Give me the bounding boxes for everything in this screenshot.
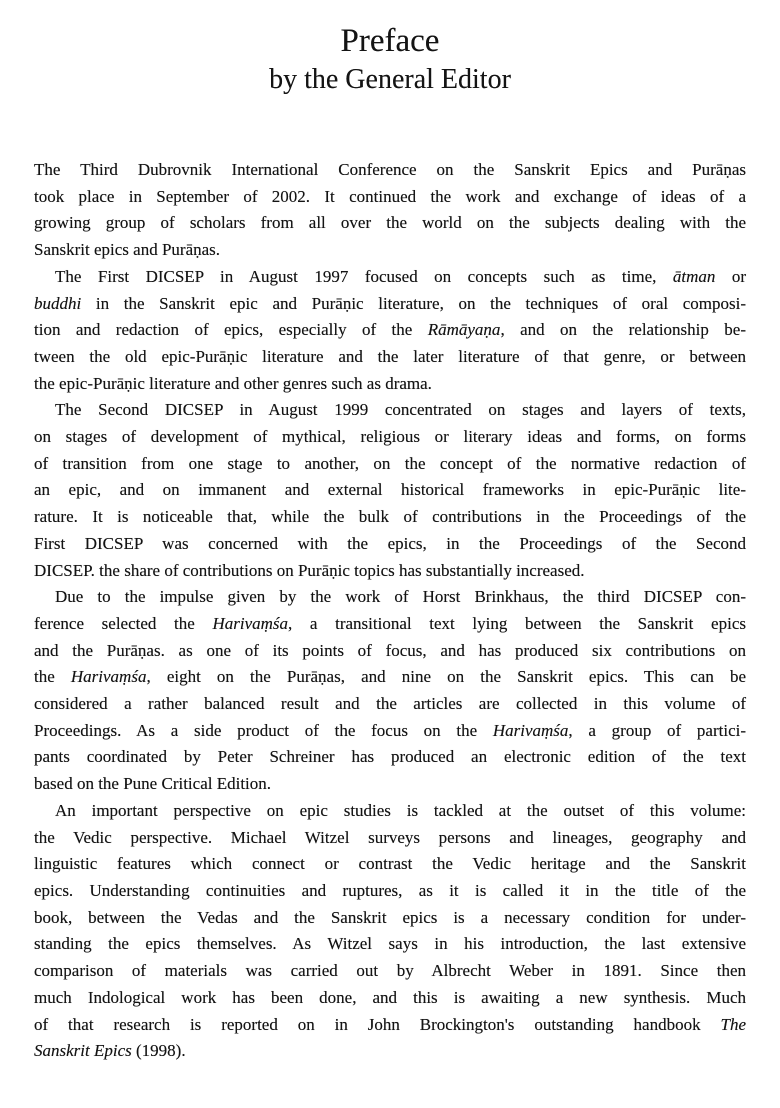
text-run: rature. It is noticeable that, while the bulk of contributions in the Proceedings of the (34, 507, 746, 527)
text-line (34, 157, 746, 184)
text-run: the Vedic perspective. Michael Witzel surveys persons and lineages, geography and (34, 827, 746, 847)
text-line (34, 504, 746, 531)
text-line (34, 851, 746, 878)
text-line (34, 931, 746, 958)
text-run: tion and redaction of epics, especially of the (34, 320, 428, 340)
page-title: Preface (340, 23, 440, 59)
text-line (34, 451, 746, 478)
text-run: An important perspective on epic studies is tackled at the outset of this volume: (55, 800, 746, 820)
italic-run: Harivaṃśa (492, 720, 569, 740)
text-run: The Third Dubrovnik International Conference on the Sanskrit Epics and Purāṇas (34, 160, 746, 179)
text-run: First DICSEP was concerned with the epics, in the Proceedings of the Second (34, 533, 746, 553)
text-run: of that research is reported on in John Brockington's outstanding handbook (34, 1014, 721, 1034)
text-line (34, 664, 746, 691)
italic-run: buddhi (34, 293, 82, 313)
text-run: (1998). (131, 1041, 186, 1061)
text-line (34, 424, 746, 451)
italic-run: The (720, 1014, 746, 1034)
text-run: standing the epics themselves. As Witzel says in his introduction, the last extensive (34, 934, 746, 954)
text-line (34, 1012, 746, 1039)
text-line (34, 210, 746, 237)
text-line (34, 584, 746, 611)
text-run: an epic, and on immanent and external historical frameworks in epic-Purāṇic lite- (34, 480, 746, 500)
text-line (34, 825, 746, 852)
text-run: Sanskrit epics and Purāṇas. (34, 240, 221, 260)
text-line (34, 611, 746, 638)
text-line (34, 691, 746, 718)
text-run: DICSEP. the share of contributions on Purāṇic topics has substantially increased. (34, 560, 585, 580)
preface-body (34, 157, 746, 1065)
text-run: comparison of materials was carried out by Albrecht Weber in 1891. Since then (34, 961, 746, 981)
text-line (34, 798, 746, 825)
text-line (34, 184, 746, 211)
text-line (34, 558, 746, 585)
text-run: book, between the Vedas and the Sanskrit epics is a necessary condition for under- (34, 907, 746, 927)
text-run: linguistic features which connect or contrast the Vedic heritage and the Sanskrit (34, 854, 746, 874)
text-run: considered a rather balanced result and the articles are collected in this volume of (34, 694, 746, 714)
text-line (34, 905, 746, 932)
text-run: , a transitional text lying between the Sanskrit epics (288, 613, 746, 633)
text-run: the (34, 667, 71, 687)
text-run: The Second DICSEP in August 1999 concentrated on stages and layers of texts, (55, 400, 746, 420)
text-line (34, 531, 746, 558)
text-run: the epic-Purāṇic literature and other genres such as drama. (34, 373, 432, 393)
text-run: and the Purāṇas. as one of its points of focus, and has produced six contributions on (34, 640, 746, 660)
text-run: The First DICSEP in August 1997 focused on concepts such as time, (55, 266, 673, 286)
text-line (34, 264, 746, 291)
text-line (34, 985, 746, 1012)
text-run: , and on the relationship be- (500, 320, 746, 340)
text-line (34, 291, 746, 318)
text-run: , a group of partici- (568, 720, 746, 740)
text-line (34, 771, 746, 798)
text-line (34, 397, 746, 424)
text-run: epics. Understanding continuities and ruptures, as it is called it in the title of the (34, 880, 746, 900)
page-heading (0, 0, 780, 99)
italic-run: Sanskrit Epics (34, 1041, 132, 1061)
text-line (34, 371, 746, 398)
italic-run: ātman (672, 266, 716, 286)
text-line (34, 638, 746, 665)
text-line (34, 958, 746, 985)
italic-run: Harivaṃśa (70, 667, 147, 687)
text-line (34, 718, 746, 745)
text-run: pants coordinated by Peter Schreiner has produced an electronic edition of the text (34, 747, 746, 767)
italic-run: Harivaṃśa (212, 613, 289, 633)
page-subtitle: by the General Editor (269, 64, 511, 95)
text-run: on stages of development of mythical, religious or literary ideas and forms, on forms (34, 427, 746, 447)
text-run: Proceedings. As a side product of the focus on the (34, 720, 493, 740)
text-run: much Indological work has been done, and this is awaiting a new synthesis. Much (34, 987, 746, 1007)
text-run: took place in September of 2002. It continued the work and exchange of ideas of a (34, 186, 746, 206)
text-line (34, 477, 746, 504)
text-run: growing group of scholars from all over the world on the subjects dealing with the (34, 213, 746, 233)
text-run: , eight on the Purāṇas, and nine on the Sanskrit epics. This can be (146, 667, 746, 687)
text-line (34, 744, 746, 771)
text-run: in the Sanskrit epic and Purāṇic literature, on the techniques of oral composi- (81, 293, 746, 313)
text-run: based on the Pune Critical Edition. (34, 774, 272, 794)
text-line (34, 237, 746, 264)
text-run: Due to the impulse given by the work of Horst Brinkhaus, the third DICSEP con- (55, 587, 746, 607)
text-run: of transition from one stage to another, on the concept of the normative redaction of (34, 453, 746, 473)
text-run: ference selected the (34, 613, 213, 633)
text-line (34, 878, 746, 905)
text-run: tween the old epic-Purāṇic literature and the later literature of that genre, or between (34, 346, 746, 366)
text-run: or (715, 266, 747, 286)
italic-run: Rāmāyaṇa (427, 320, 501, 340)
text-line (34, 1038, 746, 1065)
text-line (34, 317, 746, 344)
text-line (34, 344, 746, 371)
